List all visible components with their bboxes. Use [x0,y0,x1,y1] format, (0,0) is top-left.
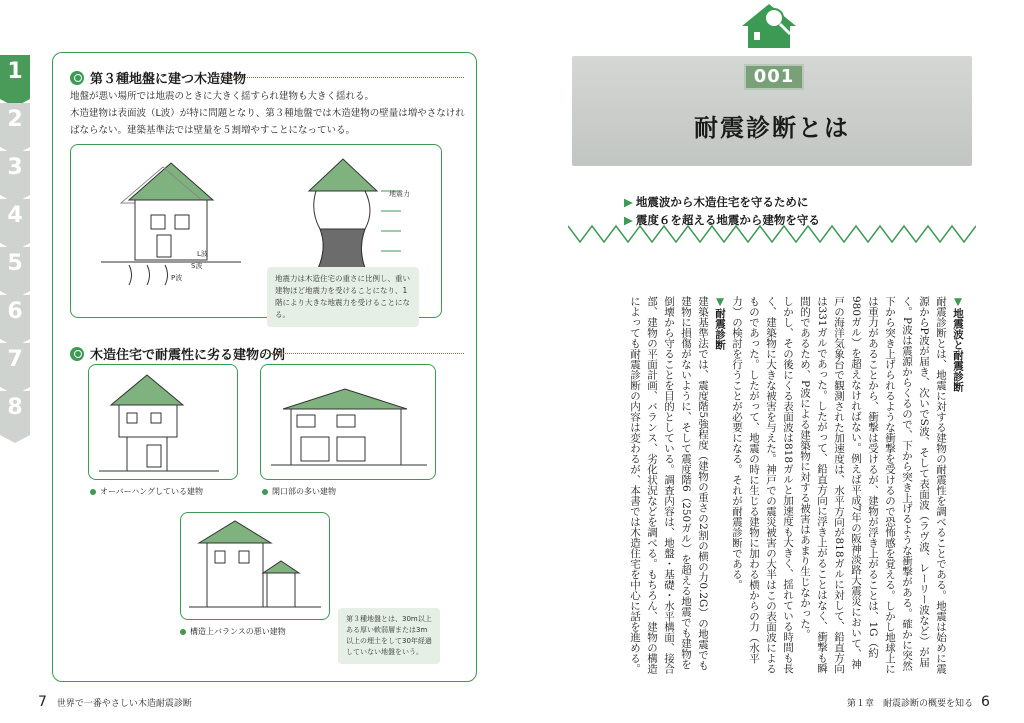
label-s-wave: S波 [191,262,203,270]
right-page-number: 6 [981,694,990,710]
chapter-label: 第１章 耐震診断の概要を知る [847,699,974,709]
body-columns [576,296,966,676]
bullet-icon [180,629,186,635]
chapter-tab-8[interactable]: 8 [0,391,30,435]
overhang-house-illustration [89,365,239,481]
caption-openings-text: 開口部の多い建物 [272,487,336,496]
page-title: 耐震診断とは [694,114,850,142]
left-page-number: 7 [38,694,47,710]
section1-note: 地震力は木造住宅の重さに比例し、重い建物ほど地震力を受けることになり、1階により大きな地震力を受けることになる。 [267,267,419,327]
ground-diagram [70,144,442,318]
caption-unbalanced-text: 構造上バランスの悪い建物 [190,627,286,636]
right-footer [847,694,990,710]
section2-rule [262,353,464,354]
section1-line: 木造建物は表面波（L波）が特に問題となり、第３種地盤では木造建物の壁量は増やさなけれ [70,108,465,119]
caption-unbalanced [180,626,286,637]
bullet-icon [90,489,96,495]
overhang-house-box [88,364,238,480]
open-house-box [260,364,436,480]
open-house-illustration [261,365,437,481]
label-l-wave: L波 [197,250,208,258]
title-band [572,56,972,166]
unbalanced-house-illustration [181,513,331,621]
label-p-wave: P波 [171,274,183,282]
section1-rule [226,77,464,78]
triangle-icon: ▼ [714,296,726,308]
section1-line: ばならない。建築基準法では壁量を５割増やすことになっている。 [70,125,356,136]
section2-heading [70,344,285,363]
chapter-tab-6[interactable]: 6 [0,295,30,339]
house-magnifier-icon [738,0,800,48]
label-seismic-force: 地震力 [389,190,410,198]
caption-overhang [90,486,203,497]
heading-seismic-wave-text: 地震波と耐震診断 [952,308,964,392]
chapter-tab-3[interactable]: 3 [0,151,30,195]
right-page [512,0,1024,723]
zigzag-divider [568,222,976,248]
caption-overhang-text: オーバーハングしている建物 [100,487,204,496]
heading-diagnosis [711,296,728,676]
body-paragraph-3: 建築基準法では、震度階5強程度（建物の重さの2割の横の力0.2G）の地震でも建物に損傷がないように、そして震度階6（250ガル）を超える地震でも建物を倒壊から守ることを目的としている。調査内容は、地盤・基礎・水平構面、接合部、建物の平面計画、バランス、劣化状況などを調べる。もちろん、建物の構造によっても耐震診断の内容は変わるが、本書では木造住宅を中心に話を進める。 [629,296,709,674]
chapter-tab-2[interactable]: 2 [0,103,30,147]
article-number: 001 [744,64,804,90]
lead-line-1-text: 地震波から木造住宅を守るために [635,195,809,209]
left-footer [38,694,192,710]
bullet-icon [262,489,268,495]
triangle-icon: ▶ [624,213,633,227]
lead-line-2-text: 震度６を超える地震から建物を守る [635,213,820,227]
heading-diagnosis-text: 耐震診断 [714,308,726,350]
section1-line: 地盤が悪い場所では地震のときに大きく揺すられ建物も大きく揺れる。 [70,91,375,102]
triangle-icon: ▼ [952,296,964,308]
chapter-tab-5[interactable]: 5 [0,247,30,291]
chapter-tab-1[interactable]: 1 [0,55,30,99]
heading-seismic-wave [949,296,966,676]
body-paragraph-1: 耐震診断とは、地震に対する建物の耐震性を調べることである。地震は始めに震源からP波が届き、次いでS波、そして表面波（ラヴ波、レーリー波など）が届く。P波は震源からくるので、下から突き上げるような衝撃がある。確かに突然下から突き上げられるような衝撃を受けるので恐怖感を覚える。しかし地球上には重力があることから、衝撃は受けるが、建物が浮き上がることは、1G（約980ガル）を超えなければない。例えば平成7年の阪神淡路大震災において、神戸の海洋気象台で観測された加速度は、水平方向が818ガルに対して、鉛直方向は331ガルであった。したがって、鉛直方向に浮き上がることはなく、衝撃も瞬間的であるため、P波による建築物に対する被害はあまり生じなかった。 [799,296,947,674]
section1-title: 第３種地盤に建つ木造建物 [90,72,247,87]
lead-line-1 [624,194,808,210]
section2-title: 木造住宅で耐震性に劣る建物の例 [90,348,286,363]
section1-heading [70,68,246,87]
book-title: 世界で一番やさしい木造耐震診断 [56,699,192,709]
triangle-icon: ▶ [624,195,633,209]
section2-note: 第３種地盤とは、30m以上ある厚い軟弱層または3m以上の埋土をして30年経過していない地盤をいう。 [338,608,440,664]
chapter-tab-4[interactable]: 4 [0,199,30,243]
body-paragraph-2: しかし、その後にくる表面波は818ガルと加速度も大きく、揺れている時間も長く、建築物に大きな被害を与えた。神戸での震災被害の大半はこの表面波によるものであった。したがって、地震の時に生じる建物に加わる横からの力（水平力）の検討を行うことが必要になる。それが耐震診断である。 [731,296,794,674]
unbalanced-house-box [180,512,330,620]
magnifier-icon [70,71,84,85]
magnifier-icon [70,347,84,361]
section1-text [70,88,465,139]
chapter-tab-7[interactable]: 7 [0,343,30,387]
caption-openings [262,486,336,497]
